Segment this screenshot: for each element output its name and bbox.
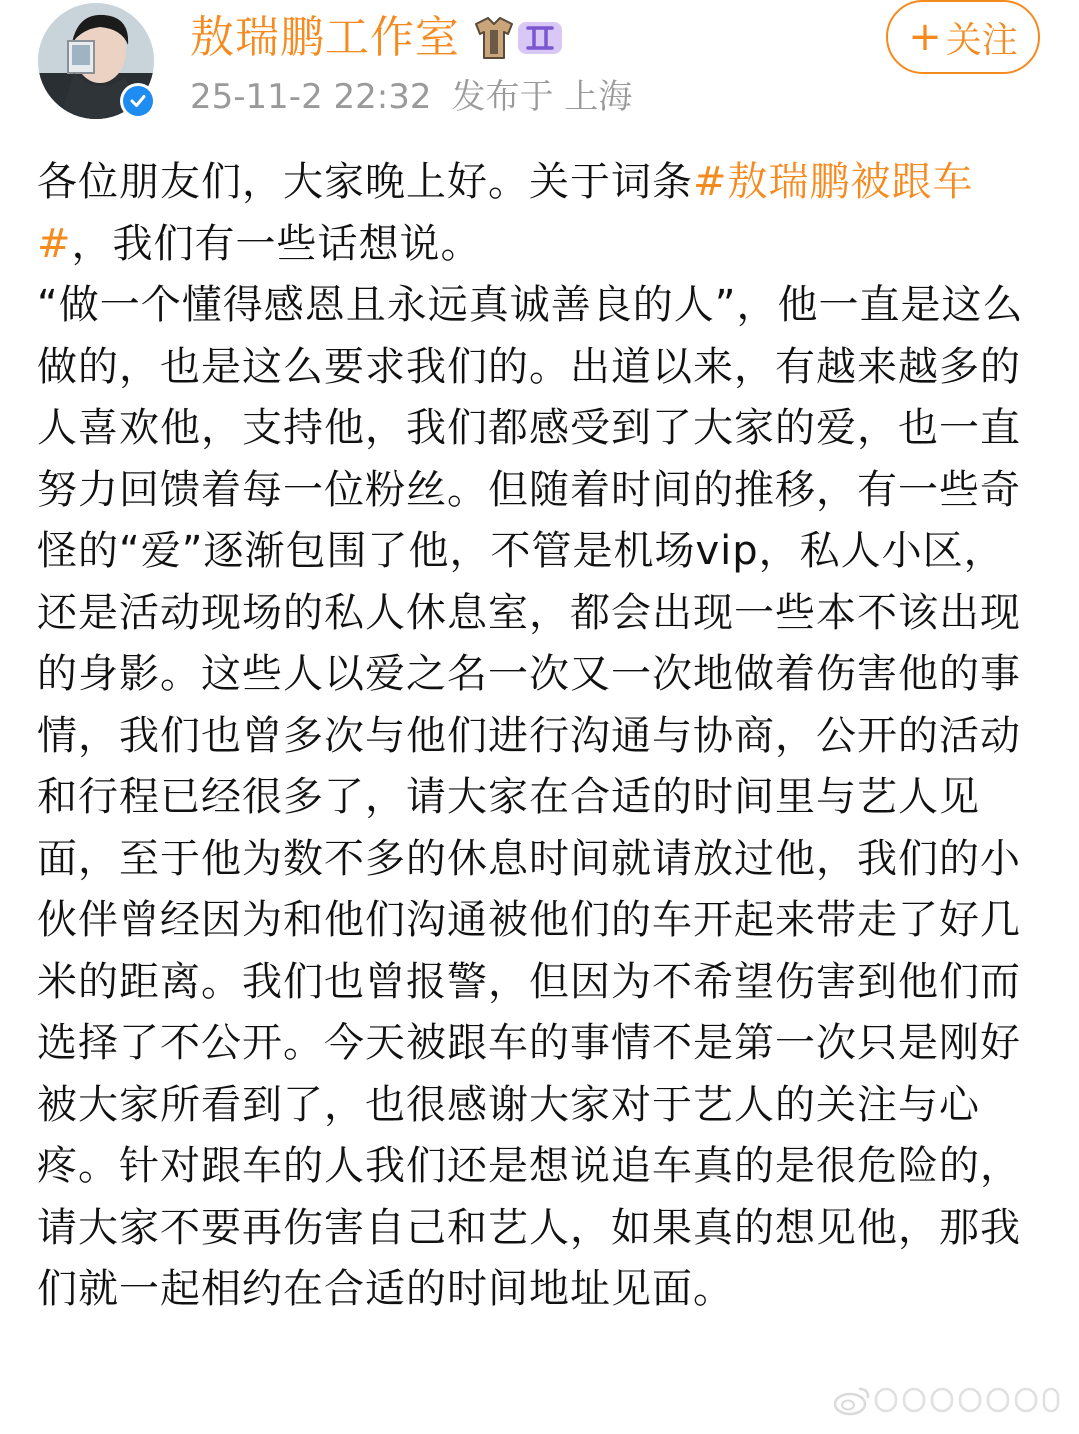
verified-badge xyxy=(120,83,156,119)
post-timestamp: 25-11-2 22:32 xyxy=(190,77,432,117)
plus-icon: + xyxy=(908,14,942,60)
body-intro: 各位朋友们，大家晚上好。关于词条 xyxy=(37,159,693,205)
post-meta xyxy=(190,74,632,120)
body-intro-end: ，我们有一些话想说。 xyxy=(71,220,482,267)
shirt-badge-icon xyxy=(470,14,570,62)
author-name[interactable]: 敖瑞鹏工作室 xyxy=(190,12,460,63)
post-body xyxy=(37,152,1037,1321)
author-row xyxy=(190,10,570,66)
follow-button[interactable] xyxy=(886,0,1040,74)
weibo-logo-icon xyxy=(832,1383,872,1417)
weibo-watermark xyxy=(832,1378,1062,1422)
post-paragraph-1 xyxy=(37,152,1037,275)
post-paragraph-2: “做一个懂得感恩且永远真诚善良的人”，他一直是这么做的，也是这么要求我们的。出道以来，有越来越多的人喜欢他，支持他，我们都感受到了大家的爱，也一直努力回馈着每一位粉丝。但随着时间的推移，有一些奇怪的“爱”逐渐包围了他，不管是机场vip，私人小区，还是活动现场的私人休息室，都会出现一些本不该出现的身影。这些人以爱之名一次又一次地做着伤害他的事情，我们也曾多次与他们进行沟通与协商，公开的活动和行程已经很多了，请大家在合适的时间里与艺人见面，至于他为数不多的休息时间就请放过他，我们的小伙伴曾经因为和他们沟通被他们的车开起来带走了好几米的距离。我们也曾报警，但因为不希望伤害到他们而选择了不公开。今天被跟车的事情不是第一次只是刚好被大家所看到了，也很感谢大家对于艺人的关注与心疼。针对跟车的人我们还是想说追车真的是很危险的，请大家不要再伤害自己和艺人，如果真的想见他，那我们就一起相约在合适的时间地址见面。 xyxy=(37,282,1024,1312)
avatar[interactable] xyxy=(38,3,154,119)
checkmark-icon xyxy=(123,86,153,116)
post-location: 发布于 上海 xyxy=(451,77,633,117)
hashtag-link[interactable]: #敖瑞鹏被跟车# xyxy=(37,159,974,267)
member-level-badge[interactable] xyxy=(470,14,570,62)
follow-label: 关注 xyxy=(945,19,1018,61)
post-header xyxy=(0,0,1079,140)
watermark-pattern-icon xyxy=(872,1383,1062,1417)
